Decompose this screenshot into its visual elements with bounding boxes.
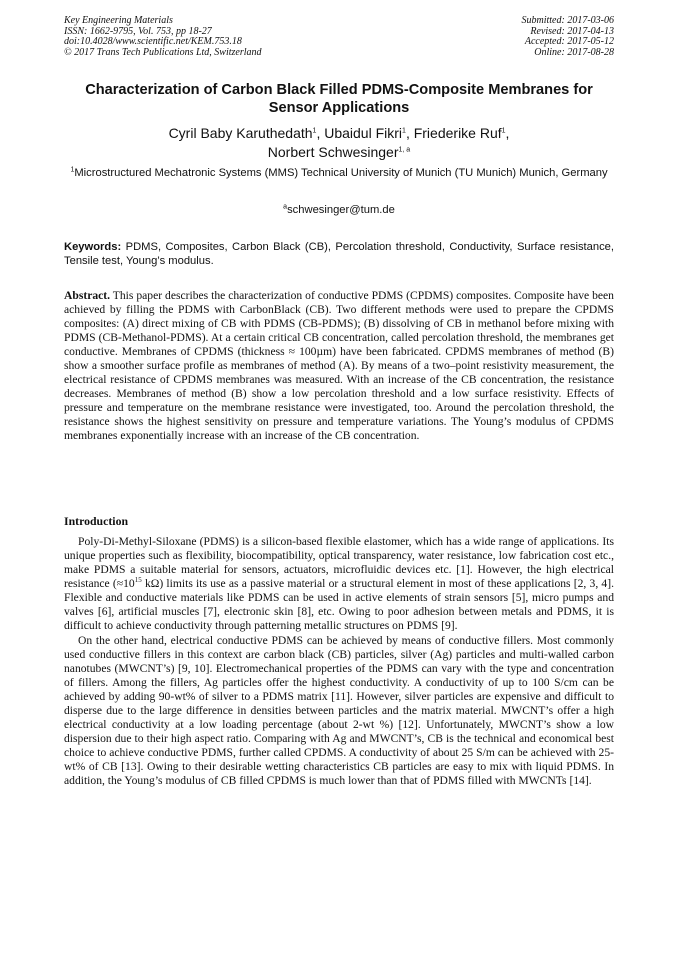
date-online: Online: 2017-08-28	[534, 46, 614, 58]
abstract-text: This paper describes the characterization of conductive PDMS (CPDMS) composites. Composite have been achieved by filling the PDMS with CarbonBlack (CB). Two different methods were used to prepare the CPDMS composites: (A) direct mixing of CB with PDMS (CB-PDMS); (B) dissolving of CB in methanol before mixing with PDMS (CB-Methanol-PDMS). At a certain critical CB concentration, called percolation threshold, the membranes get conductive. Membranes of CPDMS (thickness ≈ 100µm) have been fabricated. CPDMS membranes of method (B) show a smoother surface profile as membranes of method (A). By means of a two–point resistivity measurement, the electrical resistance of CPDMS membranes was measured. With an increase of the CB concentration, the resistance decreases. Membranes of method (B) show a low percolation threshold and a low surface resistivity. Effects of pressure and temperature on the membrane resistance were investigated, too. Around the percolation threshold, the resistance shows the highest sensitivity on pressure and temperature variations. The Young’s modulus of CPDMS membranes exponentially increase with an increase of the CB concentration.	[64, 289, 614, 443]
paper-title: Characterization of Carbon Black Filled PDMS-Composite Membranes for Sensor Applications	[85, 82, 593, 116]
author-affiliation-mark: 1	[501, 127, 506, 135]
publication-dates	[522, 16, 615, 58]
author-name: Norbert Schwesinger	[267, 143, 399, 160]
keywords-text: PDMS, Composites, Carbon Black (CB), Percolation threshold, Conductivity, Surface resistance, Tensile test, Young’s modulus.	[64, 241, 615, 268]
journal-doi: doi:10.4028/www.scientific.net/KEM.753.18	[64, 36, 242, 48]
date-submitted: Submitted: 2017-03-06	[521, 15, 614, 26]
author-email	[64, 203, 614, 217]
keywords-label: Keywords:	[64, 241, 122, 253]
paragraph: On the other hand, electrical conductive PDMS can be achieved by means of conductive fillers. Most commonly used conductive fillers in this context are carbon black (CB) particles, silver (Ag) particles and multi-walled carbon nanotubes (MWCNT’s) [9, 10]. Electromechanical properties of the PDMS can vary with the type and concentration of fillers. Among the fillers, Ag particles offer the highest conductivity. A conductivity of up to 100 S/cm can be achieved by adding 90-wt% of silver to a PDMS matrix [11]. However, silver particles are expensive and difficult to disperse due to the large difference in densities between particles and the matrix material. MWCNT’s offer a high electrical conductivity at a low loading percentage (about 2-wt %) [12]. Unfortunately, MWCNT’s show a low dispersion due to their high aspect ratio. Comparing with Ag and MWCNT’s, CB is the technical and economical best choice to achieve conductive PDMS, further called CPDMS. A conductivity of about 25 S/m can be achieved with 25-wt% of CB [13]. Owing to their desirable wetting characteristics CB particles are easy to mix with liquid PDMS. In addition, the Young’s modulus of CB filled CPDMS is much lower than that of PDMS filled with MWCNTs [14].	[64, 633, 614, 788]
paragraph-text: kΩ) limits its use as a passive material or a structural element in most of these applications [2, 3, 4]. Flexible and conductive materials like PDMS can be used in active elements of strain sensors [5], micro pumps and valves [6], artificial muscles [7], electronic skin [8], etc. Owing to poor adhesion between metals and PDMS, it is difficult to achieve conductivity through patterning metallic structures on PDMS [9].	[64, 577, 614, 633]
author-name: Ubaidul Fikri	[324, 125, 403, 141]
affiliation-text: Microstructured Mechatronic Systems (MMS) Technical University of Munich (TU Munich) Munich, Germany	[74, 167, 608, 179]
introduction-heading: Introduction	[64, 514, 129, 528]
journal-name: Key Engineering Materials	[64, 15, 173, 26]
author-affiliation-mark: 1, a	[398, 145, 411, 153]
date-revised: Revised: 2017-04-13	[530, 25, 614, 37]
affiliation-mark: 1	[70, 166, 75, 174]
journal-issn: ISSN: 1662-9795, Vol. 753, pp 18-27	[64, 25, 212, 37]
journal-copyright: © 2017 Trans Tech Publications Ltd, Switzerland	[64, 46, 262, 58]
journal-info	[64, 16, 262, 58]
paragraph-text: Poly-Di-Methyl-Siloxane (PDMS) is a silicon-based flexible elastomer, which has a wide range of applications. Its unique properties such as flexibility, biocompatibility, optical transparency, water resistance, low fabrication cost etc., make PDMS a suitable material for sensors, actuators, microfluidic devices etc. [1]. However, the high electrical resistance (≈10	[64, 535, 614, 591]
author-name: Cyril Baby Karuthedath	[168, 125, 313, 141]
abstract	[64, 289, 614, 444]
abstract-label: Abstract.	[64, 289, 111, 302]
email-address: schwesinger@tum.de	[287, 204, 395, 216]
author-list: Cyril Baby Karuthedath$^1$, Ubaidul Fikri$^1$, Friederike Ruf$^1$, Norbert Schwesinger$^{1, a}$	[168, 125, 510, 160]
date-accepted: Accepted: 2017-05-12	[524, 36, 614, 48]
paragraph	[64, 535, 614, 634]
author-affiliation-mark: 1	[402, 127, 406, 135]
keywords	[64, 240, 614, 269]
author-name: Friederike Ruf	[413, 125, 502, 141]
exponent: 15	[134, 576, 142, 585]
author-affiliation-mark: 1	[312, 127, 317, 135]
email-mark: a	[283, 203, 288, 211]
introduction-body	[64, 535, 614, 788]
affiliation	[64, 166, 614, 180]
